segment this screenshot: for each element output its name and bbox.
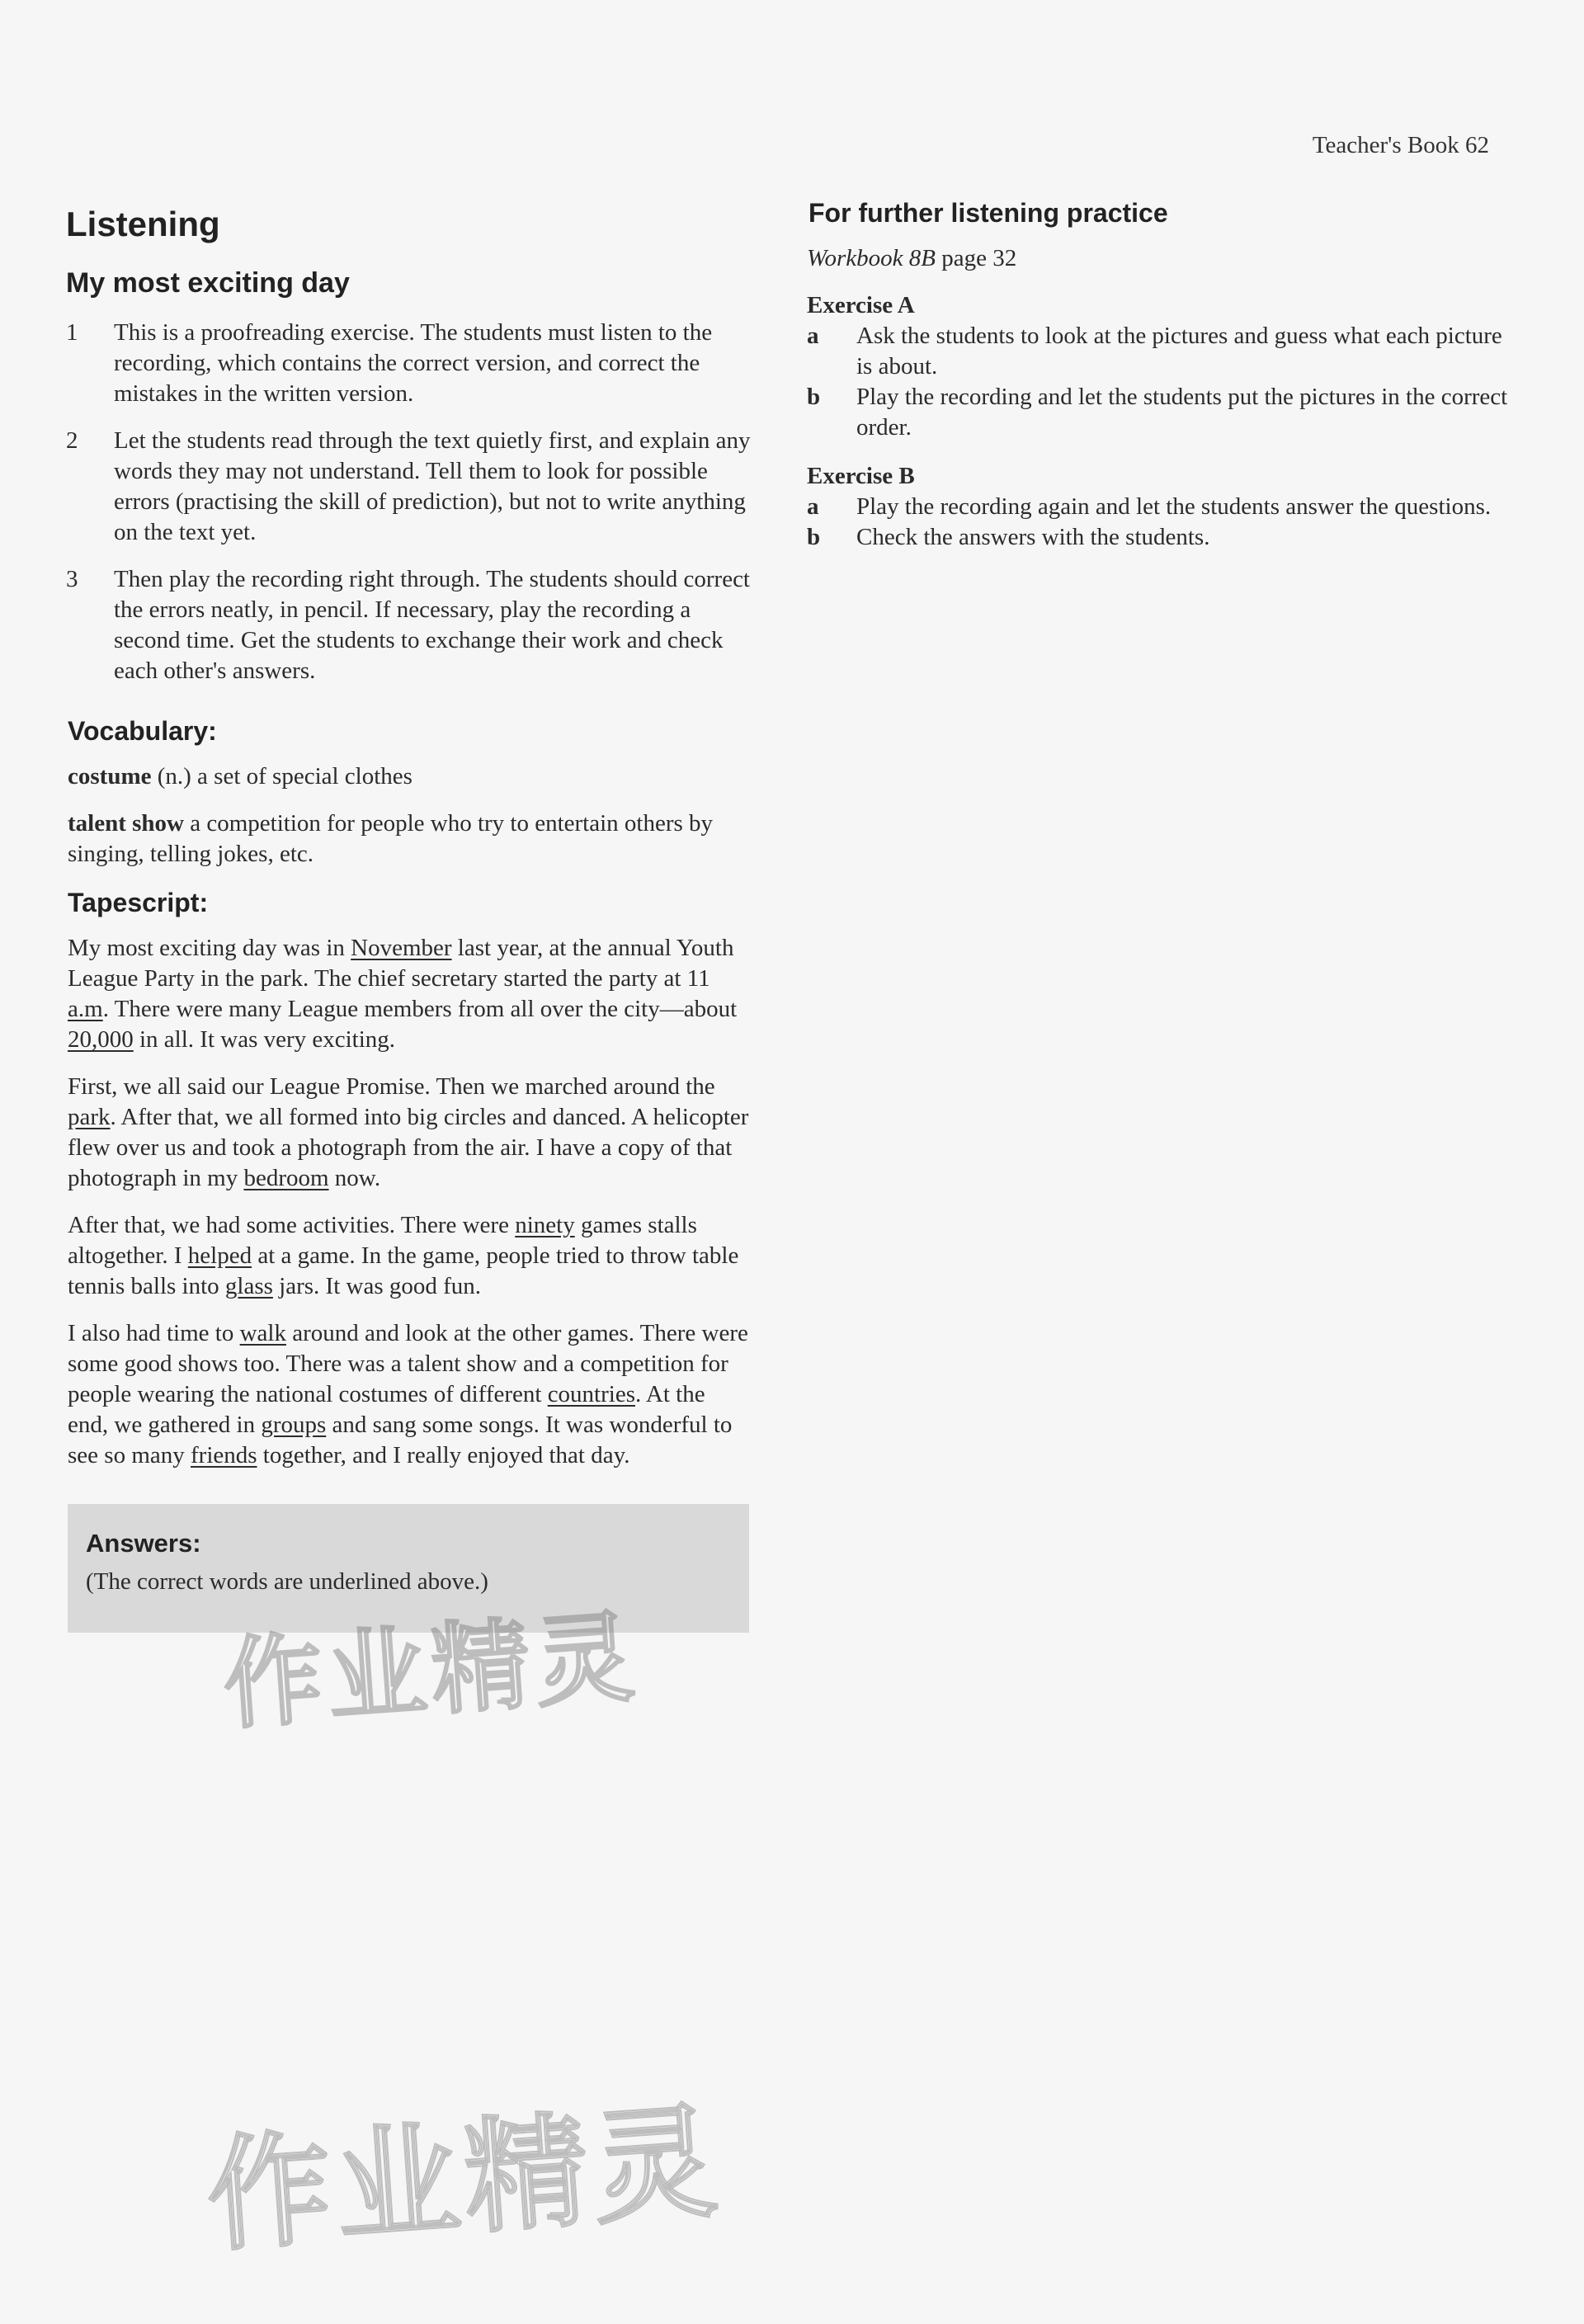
steps-list — [66, 318, 751, 686]
exercise-a-list — [807, 321, 1508, 443]
step-text: Then play the recording right through. The students should correct the errors neatly, in pencil. If necessary, play the recording a second time. Get the students to exchange their work and check each other's answers. — [114, 566, 750, 684]
tapescript-paragraph — [66, 933, 751, 1055]
tapescript-text: After that, we had some activities. There were — [68, 1212, 516, 1238]
corrected-word: friends — [191, 1442, 257, 1468]
further-practice-title: For further listening practice — [808, 198, 1168, 228]
tapescript-text: First, we all said our League Promise. Then we marched around the — [68, 1073, 715, 1100]
watermark-logo: 作业精灵 — [202, 2090, 727, 2270]
vocab-term: costume — [68, 763, 152, 790]
workbook-name: Workbook 8B — [807, 245, 936, 271]
corrected-word: groups — [261, 1412, 327, 1438]
page-header: Teacher's Book 62 — [1312, 132, 1489, 158]
step-text: This is a proofreading exercise. The students must listen to the recording, which contains the correct version, and correct the mistakes in the written version. — [114, 319, 713, 407]
tapescript-text: last year, at the annual Youth League Party in the park. The chief secretary started the party at 11 — [68, 935, 734, 992]
watermark-logo: 作业精灵 — [219, 1600, 643, 1744]
corrected-word: countries — [547, 1381, 635, 1407]
corrected-word: 20,000 — [68, 1026, 134, 1053]
vocab-definition: (n.) a set of special clothes — [151, 763, 412, 790]
tapescript-paragraph — [66, 1210, 751, 1302]
tapescript-text: . At the end, we gathered in — [68, 1381, 705, 1438]
vocab-term: talent show — [68, 810, 184, 837]
answers-title: Answers: — [86, 1529, 201, 1558]
vocab-definition: a competition for people who try to entertain others by singing, telling jokes, etc. — [68, 810, 714, 867]
item-letter: b — [807, 384, 821, 410]
exercise-b-title: Exercise B — [807, 463, 915, 489]
tapescript-text: and sang some songs. It was wonderful to see so many — [68, 1412, 733, 1468]
tapescript-text: I also had time to — [68, 1320, 240, 1346]
item-text: Play the recording and let the students put the pictures in the correct order. — [856, 384, 1508, 441]
tapescript-text: at a game. In the game, people tried to throw table tennis balls into — [68, 1242, 739, 1299]
corrected-word: a.m — [68, 996, 103, 1022]
item-letter: a — [807, 493, 819, 520]
corrected-word: walk — [239, 1320, 286, 1346]
corrected-word: helped — [187, 1242, 252, 1269]
tapescript-paragraph — [66, 1318, 751, 1471]
left-column — [66, 205, 751, 1633]
corrected-word: glass — [224, 1273, 273, 1299]
tapescript-text: in all. It was very exciting. — [133, 1026, 396, 1053]
step-item — [66, 426, 751, 548]
item-letter: a — [807, 323, 819, 349]
step-item — [66, 318, 751, 409]
item-letter: b — [807, 524, 821, 550]
exercise-item — [807, 522, 1508, 553]
step-number: 1 — [66, 319, 78, 346]
tapescript-text: . After that, we all formed into big circles and danced. A helicopter flew over us and took a photograph from the air. I have a copy of that photograph in my — [68, 1104, 749, 1191]
item-text: Ask the students to look at the pictures and guess what each picture is about. — [856, 323, 1502, 379]
vocab-entry — [66, 761, 751, 792]
item-text: Play the recording again and let the students answer the questions. — [856, 493, 1492, 520]
right-column — [807, 198, 1508, 573]
exercise-b-list — [807, 492, 1508, 553]
exercise-item — [807, 321, 1508, 382]
tapescript-text: games stalls altogether. I — [68, 1212, 697, 1269]
corrected-word: park — [68, 1104, 111, 1130]
tapescript-text: now. — [328, 1165, 381, 1191]
workbook-page: page 32 — [936, 245, 1017, 271]
item-text: Check the answers with the students. — [856, 524, 1210, 550]
tapescript-text: . There were many League members from all over the city—about — [102, 996, 738, 1022]
tapescript-body — [66, 933, 751, 1471]
tapescript-text: around and look at the other games. There were some good shows too. There was a talent show and a competition for people wearing the national costumes of different — [68, 1320, 748, 1407]
exercise-item — [807, 492, 1508, 522]
vocabulary-title: Vocabulary: — [68, 716, 217, 746]
step-text: Let the students read through the text quietly first, and explain any words they may not understand. Tell them to look for possible errors (practising the skill of prediction), but not to write anything on the text yet. — [114, 427, 751, 545]
exercise-a-title: Exercise A — [807, 292, 915, 318]
tapescript-title: Tapescript: — [68, 888, 209, 917]
step-number: 2 — [66, 427, 78, 454]
tapescript-text: My most exciting day was in — [68, 935, 351, 961]
answers-text: (The correct words are underlined above.) — [86, 1568, 488, 1595]
corrected-word: bedroom — [243, 1165, 329, 1191]
corrected-word: November — [351, 935, 452, 961]
exercise-item — [807, 382, 1508, 443]
vocab-entry — [66, 808, 751, 870]
tapescript-text: jars. It was good fun. — [272, 1273, 482, 1299]
subtitle: My most exciting day — [66, 267, 350, 299]
vocabulary-list — [66, 761, 751, 870]
corrected-word: ninety — [515, 1212, 575, 1238]
tapescript-paragraph — [66, 1072, 751, 1194]
section-title: Listening — [66, 205, 220, 243]
tapescript-text: together, and I really enjoyed that day. — [257, 1442, 630, 1468]
step-item — [66, 564, 751, 686]
step-number: 3 — [66, 566, 78, 592]
workbook-reference — [807, 245, 1508, 272]
